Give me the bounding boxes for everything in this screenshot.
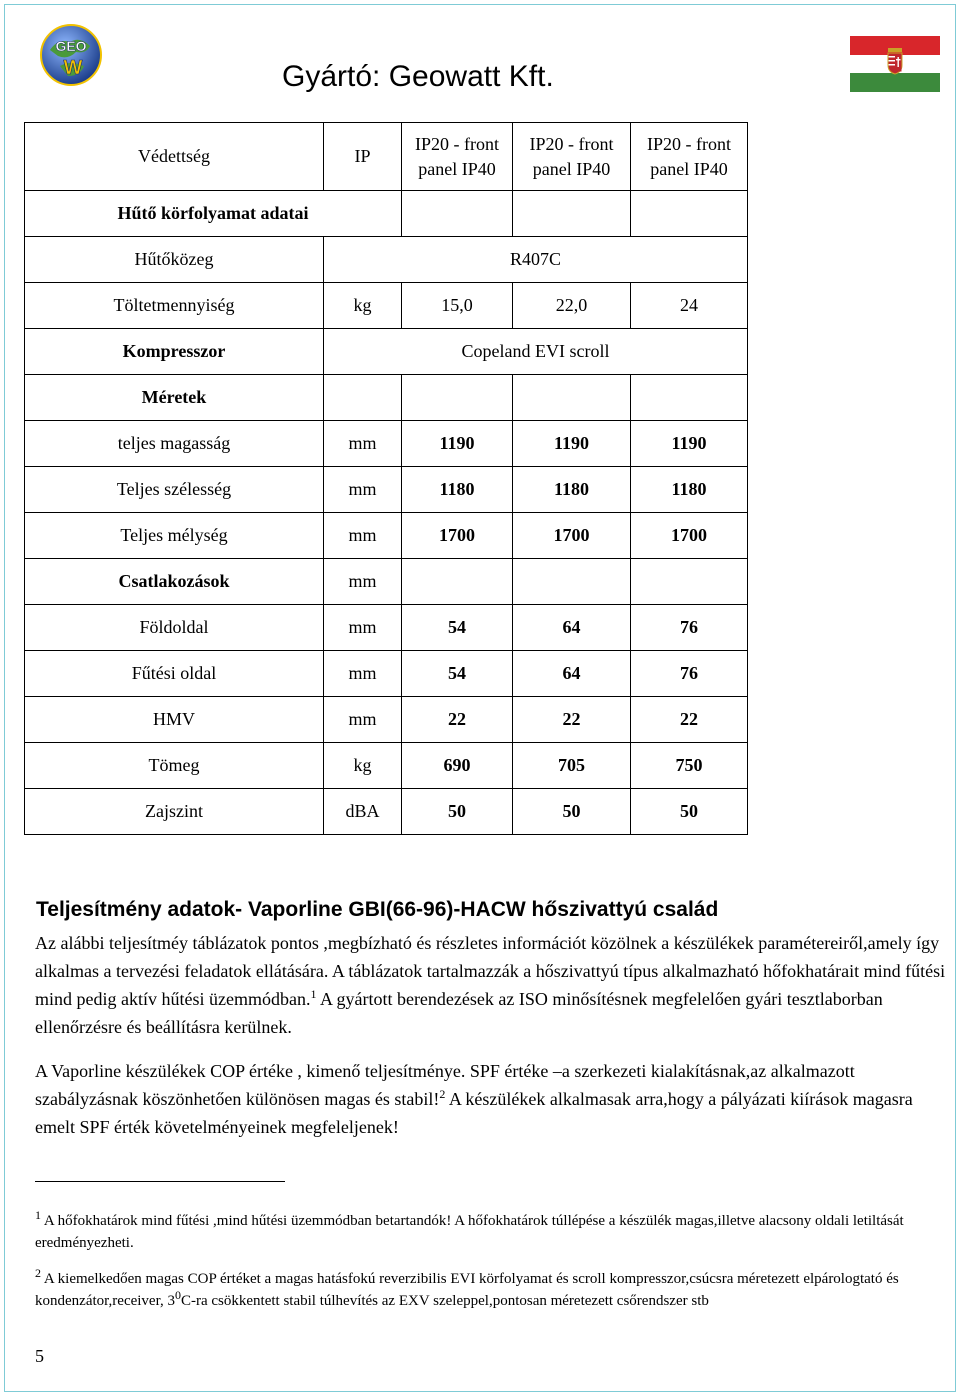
row-value: 64 bbox=[513, 605, 631, 651]
footnote-2 bbox=[35, 1268, 953, 1312]
paragraph-cop bbox=[35, 1057, 953, 1141]
row-value: 22 bbox=[402, 697, 513, 743]
footnote-mark: 1 bbox=[35, 1208, 41, 1222]
hungarian-flag-icon bbox=[850, 36, 940, 92]
row-label: HMV bbox=[25, 697, 324, 743]
table-row bbox=[25, 789, 748, 835]
row-value: 1700 bbox=[402, 513, 513, 559]
row-unit: mm bbox=[324, 651, 402, 697]
row-unit: kg bbox=[324, 743, 402, 789]
row-value: 76 bbox=[631, 651, 748, 697]
row-value: 1180 bbox=[513, 467, 631, 513]
refrigerant-value: R407C bbox=[324, 237, 748, 283]
row-value: 50 bbox=[631, 789, 748, 835]
logo-text-top: GEO bbox=[55, 38, 87, 54]
row-label: teljes magasság bbox=[25, 421, 324, 467]
paragraph-text: A gyártott berendezések az ISO minősítésnek megfelelően gyári tesztlaborban ellenőrzésre és beállításra kerülnek. bbox=[35, 989, 883, 1037]
footnote-text: C-ra csökkentett stabil túlhevítés az EXV szeleppel,pontosan méretezett csőrendszer stb bbox=[180, 1293, 709, 1309]
refrigerant-label: Hűtőközeg bbox=[25, 237, 324, 283]
footnote-1 bbox=[35, 1210, 953, 1254]
page-number: 5 bbox=[35, 1346, 44, 1366]
table-row bbox=[25, 559, 748, 605]
footnote-text: A hőfokhatárok mind fűtési ,mind hűtési üzemmódban betartandók! A hőfokhatárok túllépése a készülék magas,illetve alacsony oldali letiltását eredményezheti. bbox=[35, 1213, 904, 1251]
compressor-label: Kompresszor bbox=[25, 329, 324, 375]
row-unit: dBA bbox=[324, 789, 402, 835]
protection-value: IP20 - front panel IP40 bbox=[631, 123, 748, 191]
charge-value: 15,0 bbox=[402, 283, 513, 329]
table-row bbox=[25, 421, 748, 467]
dimensions-section-label: Méretek bbox=[25, 375, 324, 421]
protection-value: IP20 - front panel IP40 bbox=[402, 123, 513, 191]
cooling-section-label: Hűtő körfolyamat adatai bbox=[25, 191, 402, 237]
row-value: 1700 bbox=[513, 513, 631, 559]
row-value: 1180 bbox=[402, 467, 513, 513]
row-value: 690 bbox=[402, 743, 513, 789]
table-row bbox=[25, 743, 748, 789]
paragraph-text: Az alábbi teljesítméy táblázatok pontos ,megbízható és részletes információt közölnek a készülékek paramétereiről,amely így alkalmas a tervezési feladatok ellátására. A táblázatok tartalmazzák a hőszivattyú típus alkalmazható hőfokhatárait mind fűtési mind pedig aktív hűtési üzemmódban. bbox=[35, 933, 946, 1009]
row-label: Földoldal bbox=[25, 605, 324, 651]
row-value: 22 bbox=[631, 697, 748, 743]
row-unit: mm bbox=[324, 605, 402, 651]
footnote-mark: 2 bbox=[35, 1266, 41, 1280]
row-unit: mm bbox=[324, 697, 402, 743]
table-row bbox=[25, 375, 748, 421]
footnote-ref-2[interactable]: 2 bbox=[439, 1087, 446, 1101]
spec-table bbox=[24, 122, 748, 835]
protection-label: Védettség bbox=[25, 123, 324, 191]
table-row bbox=[25, 697, 748, 743]
row-value: 50 bbox=[513, 789, 631, 835]
row-value: 1190 bbox=[402, 421, 513, 467]
table-row bbox=[25, 513, 748, 559]
row-value: 1700 bbox=[631, 513, 748, 559]
row-label: Zajszint bbox=[25, 789, 324, 835]
row-label: Teljes szélesség bbox=[25, 467, 324, 513]
manufacturer-title: Gyártó: Geowatt Kft. bbox=[282, 60, 554, 93]
degree-superscript: 0 bbox=[174, 1288, 181, 1302]
footnote-text: A kiemelkedően magas COP értéket a magas hatásfokú reverzibilis EVI körfolyamat és scroll kompresszor,csúcsra méretezett elpárologtató és kondenzátor,receiver, 3 bbox=[35, 1271, 899, 1309]
footnote-separator bbox=[35, 1181, 285, 1182]
logo-text-bottom: W bbox=[63, 57, 83, 79]
charge-unit: kg bbox=[324, 283, 402, 329]
connections-label: Csatlakozások bbox=[25, 559, 324, 605]
table-row bbox=[25, 283, 748, 329]
compressor-value: Copeland EVI scroll bbox=[324, 329, 748, 375]
paragraph-text: A készülékek alkalmasak arra,hogy a pályázati kiírások magasra emelt SPF érték követelményeinek megfeleljenek! bbox=[35, 1089, 913, 1137]
row-value: 1180 bbox=[631, 467, 748, 513]
hungarian-coat-of-arms-icon bbox=[888, 48, 902, 74]
table-row bbox=[25, 605, 748, 651]
table-row bbox=[25, 467, 748, 513]
row-value: 22 bbox=[513, 697, 631, 743]
table-row bbox=[25, 237, 748, 283]
row-unit: mm bbox=[324, 467, 402, 513]
row-unit: mm bbox=[324, 513, 402, 559]
charge-value: 24 bbox=[631, 283, 748, 329]
protection-value: IP20 - front panel IP40 bbox=[513, 123, 631, 191]
row-value: 1190 bbox=[513, 421, 631, 467]
row-value: 705 bbox=[513, 743, 631, 789]
table-row bbox=[25, 329, 748, 375]
row-value: 750 bbox=[631, 743, 748, 789]
row-value: 76 bbox=[631, 605, 748, 651]
row-value: 1190 bbox=[631, 421, 748, 467]
charge-label: Töltetmennyiség bbox=[25, 283, 324, 329]
row-value: 50 bbox=[402, 789, 513, 835]
table-row bbox=[25, 123, 748, 191]
table-row bbox=[25, 651, 748, 697]
protection-unit: IP bbox=[324, 123, 402, 191]
row-label: Tömeg bbox=[25, 743, 324, 789]
row-value: 54 bbox=[402, 605, 513, 651]
row-value: 54 bbox=[402, 651, 513, 697]
row-label: Fűtési oldal bbox=[25, 651, 324, 697]
row-unit: mm bbox=[324, 421, 402, 467]
table-row bbox=[25, 191, 748, 237]
section-heading: Teljesítmény adatok- Vaporline GBI(66-96)-HACW hőszivattyú család bbox=[36, 898, 719, 921]
footnote-ref-1[interactable]: 1 bbox=[310, 987, 317, 1001]
row-label: Teljes mélység bbox=[25, 513, 324, 559]
paragraph-performance bbox=[35, 929, 953, 1041]
paragraph-text: A Vaporline készülékek COP értéke , kimenő teljesítménye. SPF értéke –a szerkezeti kialakításnak,az alkalmazott szabályzásnak köszönhetően különösen magas és stabil! bbox=[35, 1061, 855, 1109]
geo-logo-icon bbox=[40, 24, 102, 86]
charge-value: 22,0 bbox=[513, 283, 631, 329]
row-value: 64 bbox=[513, 651, 631, 697]
connections-unit: mm bbox=[324, 559, 402, 605]
